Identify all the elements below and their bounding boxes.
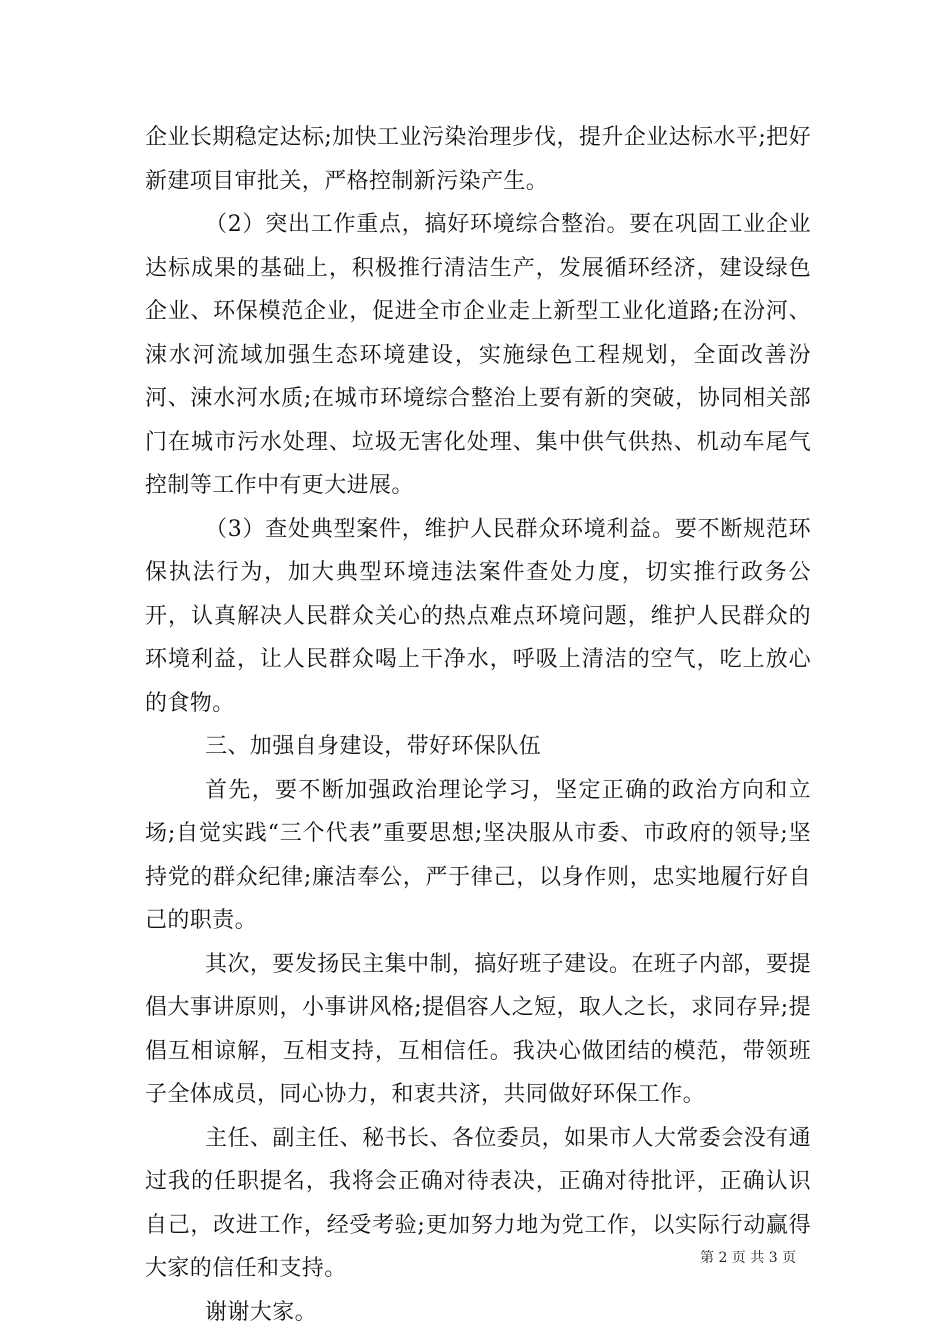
paragraph-second: 其次，要发扬民主集中制，搞好班子建设。在班子内部，要提倡大事讲原则，小事讲风格;提倡容人之短，取人之长，求同存异;提倡互相谅解，互相支持，互相信任。我决心做团结的模范，带领班子全体成员，同心协力，和衷共济，共同做好环保工作。 — [145, 951, 811, 1107]
document-body — [145, 116, 811, 1334]
section-heading: 三、加强自身建设，带好环保队伍 — [205, 734, 542, 759]
paragraph-continuation: 企业长期稳定达标;加快工业污染治理步伐，提升企业达标水平;把好新建项目审批关，严格控制新污染产生。 — [145, 125, 811, 194]
page-number-footer: 第 2 页 共 3 页 — [700, 1250, 797, 1266]
paragraph-first: 首先，要不断加强政治理论学习，坚定正确的政治方向和立场;自觉实践“三个代表”重要思想;坚决服从市委、市政府的领导;坚持党的群众纪律;廉洁奉公，严于律己，以身作则，忠实地履行好自己的职责。 — [145, 777, 811, 933]
paragraph-closing: 主任、副主任、秘书长、各位委员，如果市人大常委会没有通过我的任职提名，我将会正确对待表决，正确对待批评，正确认识自己，改进工作，经受考验;更加努力地为党工作，以实际行动赢得大家的信任和支持。 — [145, 1125, 811, 1281]
paragraph-thanks: 谢谢大家。 — [205, 1299, 318, 1325]
paragraph-item-2: （2）突出工作重点，搞好环境综合整治。要在巩固工业企业达标成果的基础上，积极推行清洁生产，发展循环经济，建设绿色企业、环保模范企业，促进全市企业走上新型工业化道路;在汾河、涑水河流域加强生态环境建设，实施绿色工程规划，全面改善汾河、涑水河水质;在城市环境综合整治上要有新的突破，协同相关部门在城市污水处理、垃圾无害化处理、集中供气供热、机动车尾气控制等工作中有更大进展。 — [145, 212, 811, 498]
paragraph-item-3: （3）查处典型案件，维护人民群众环境利益。要不断规范环保执法行为，加大典型环境违法案件查处力度，切实推行政务公开，认真解决人民群众关心的热点难点环境问题，维护人民群众的环境利益，让人民群众喝上干净水，呼吸上清洁的空气，吃上放心的食物。 — [145, 516, 811, 716]
